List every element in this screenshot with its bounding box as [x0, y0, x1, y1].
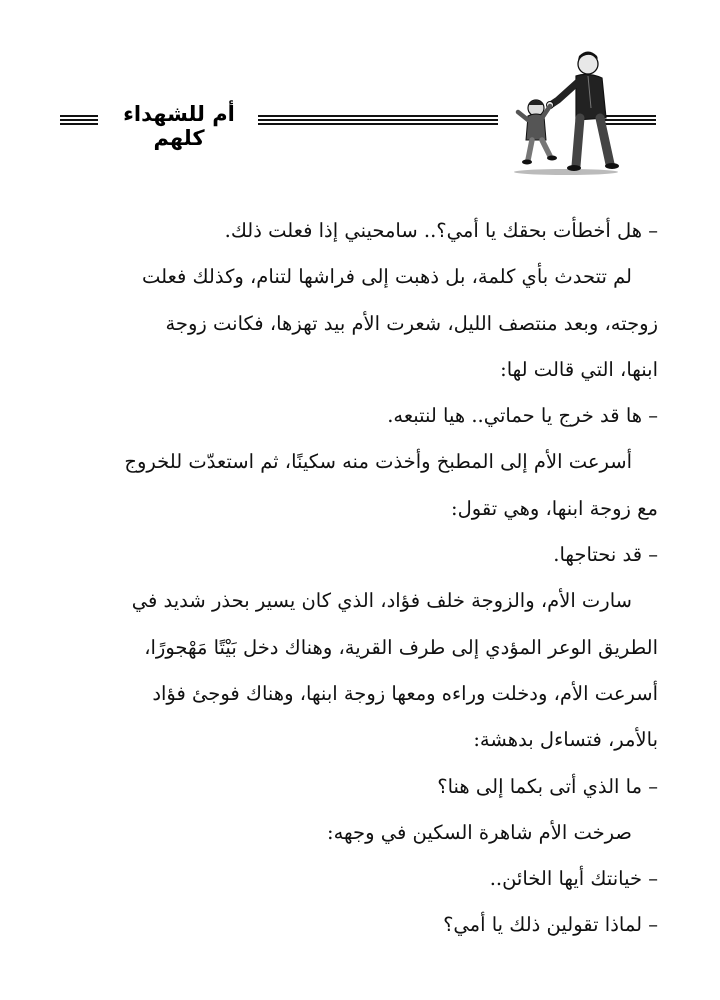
- text-line: – هل أخطأت بحقك يا أمي؟.. سامحيني إذا فعلت ذلك.: [224, 219, 658, 242]
- text-line: مع زوجة ابنها، وهي تقول:: [451, 496, 658, 520]
- text-line: – ها قد خرج يا حماتي.. هيا لنتبعه.: [387, 404, 658, 428]
- text-line: الطريق الوعر المؤدي إلى طرف القرية، وهناك دخل بَيْتًا مَهْجورًا،: [144, 635, 658, 659]
- father-and-child-illustration: [506, 48, 626, 176]
- text-line: – قد نحتاجها.: [553, 543, 658, 567]
- text-line: أسرعت الأم، ودخلت وراءه ومعها زوجة ابنها، وهناك فوجئ فؤاد: [152, 681, 658, 705]
- chapter-title: أم للشهداء كلهم: [123, 102, 235, 150]
- text-line: – خيانتك أيها الخائن..: [489, 867, 658, 891]
- header-rule-middle: [258, 115, 498, 125]
- text-line: بالأمر، فتساءل بدهشة:: [473, 728, 658, 752]
- text-line: لم تتحدث بأي كلمة، بل ذهبت إلى فراشها لتنام، وكذلك فعلت: [141, 265, 632, 289]
- text-line: زوجته، وبعد منتصف الليل، شعرت الأم بيد تهزها، فكانت زوجة: [165, 311, 658, 335]
- header-rule-left: [60, 115, 98, 125]
- text-line: – ما الذي أتى بكما إلى هنا؟: [437, 774, 658, 798]
- text-line: – لماذا تقولين ذلك يا أمي؟: [443, 913, 658, 937]
- text-line: صرخت الأم شاهرة السكين في وجهه:: [327, 820, 632, 844]
- text-line: ابنها، التي قالت لها:: [500, 357, 658, 381]
- text-line: سارت الأم، والزوجة خلف فؤاد، الذي كان يسير بحذر شديد في: [131, 589, 632, 613]
- text-line: أسرعت الأم إلى المطبخ وأخذت منه سكينًا، ثم استعدّت للخروج: [124, 450, 632, 474]
- body-text: [60, 208, 658, 949]
- chapter-header: [0, 48, 720, 178]
